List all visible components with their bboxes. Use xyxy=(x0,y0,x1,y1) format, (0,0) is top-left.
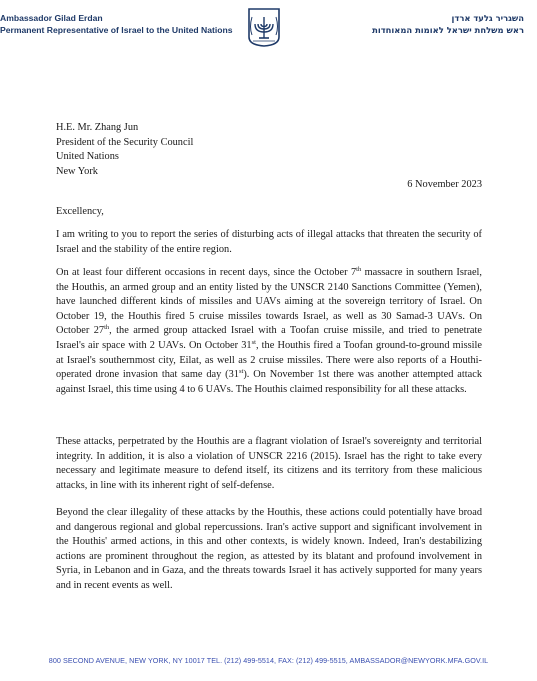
paragraph-2-text: ). On November 1st there was another attempted attack against Israel, this time using 4 to 6 UAVs. The Houthis claimed responsibility for all these attacks. xyxy=(56,369,482,395)
paragraph-2 xyxy=(56,266,482,397)
recipient-line: United Nations xyxy=(56,151,119,163)
paragraph-4: Beyond the clear illegality of these attacks by the Houthis, these actions could potentially have broad and dangerous regional and global repercussions. Iran's active support and significant involvement in the Houthis' armed actions, in this and other contexts, is widely known. Indeed, Iran's destabilizing actions are prominent throughout the region, as attested by its blatant and profound involvement in Syria, in Lebanon and in Gaza, and the threats towards Israel it has actively supported for many years and in recent events as well. xyxy=(56,507,482,591)
paragraph-2-text: massacre in southern Israel, the Houthis, an armed group and an entity listed by the UNSCR 2140 Sanctions Committee (Yemen), have launched different kinds of missiles and UAVs aiming at the sovereign territory of Israel. On October 19, the Houthis fired 5 cruise missiles towards Israel, as well as 30 Samad-3 UAVs. On October 27 xyxy=(56,267,482,337)
ambassador-name: Ambassador Gilad Erdan xyxy=(0,13,103,23)
letter-date: 6 November 2023 xyxy=(407,179,482,190)
superscript: st xyxy=(238,368,244,376)
ambassador-title-hebrew: ראש משלחת ישראל לאומות המאוחדות xyxy=(372,25,524,35)
menorah-emblem-icon xyxy=(246,7,282,47)
recipient-line: President of the Security Council xyxy=(56,136,194,148)
letterhead-right xyxy=(372,12,524,36)
ambassador-name-hebrew: השגריר גלעד ארדן xyxy=(451,13,524,23)
recipient-line: H.E. Mr. Zhang Jun xyxy=(56,122,139,133)
recipient-line: New York xyxy=(56,165,98,177)
salutation: Excellency, xyxy=(56,206,104,217)
superscript: st xyxy=(251,338,256,346)
recipient-address xyxy=(56,121,482,179)
footer-address: 800 SECOND AVENUE, NEW YORK, NY 10017 TEL. (212) 499-5514, FAX: (212) 499-5515, AMBASSADOR@NEWYORK.MFA.GOV.IL xyxy=(48,656,489,665)
paragraph-1: I am writing to you to report the series of disturbing acts of illegal attacks that threaten the security of Israel and the stability of the entire region. xyxy=(56,229,482,255)
paragraph-2-text: , the armed group attacked Israel with a Toofan cruise missile, and tried to penetrate Israel's air space with 2 UAVs. On October 31 xyxy=(56,325,482,351)
paragraph-2-text: On at least four different occasions in recent days, since the October 7 xyxy=(56,267,357,278)
letterhead-left xyxy=(0,12,233,36)
paragraph-3: These attacks, perpetrated by the Houthis are a flagrant violation of Israel's sovereignty and territorial integrity. In addition, it is also a violation of UNSCR 2216 (2015). Israel has the right to take every necessary and legitimate measure to defend itself, its citizens and its territory from these malicious attacks, in line with its inherent right of self-defense. xyxy=(56,436,482,491)
ambassador-title: Permanent Representative of Israel to the United Nations xyxy=(0,25,233,35)
superscript: th xyxy=(104,324,110,332)
paragraph-2-text: , the Houthis fired a Toofan ground-to-ground missile at Israel's southernmost city, Eilat, as well as 2 cruise missiles. There were also reports of a Houthi-operated drone invasion that same day (31 xyxy=(56,339,482,381)
superscript: th xyxy=(356,266,362,273)
